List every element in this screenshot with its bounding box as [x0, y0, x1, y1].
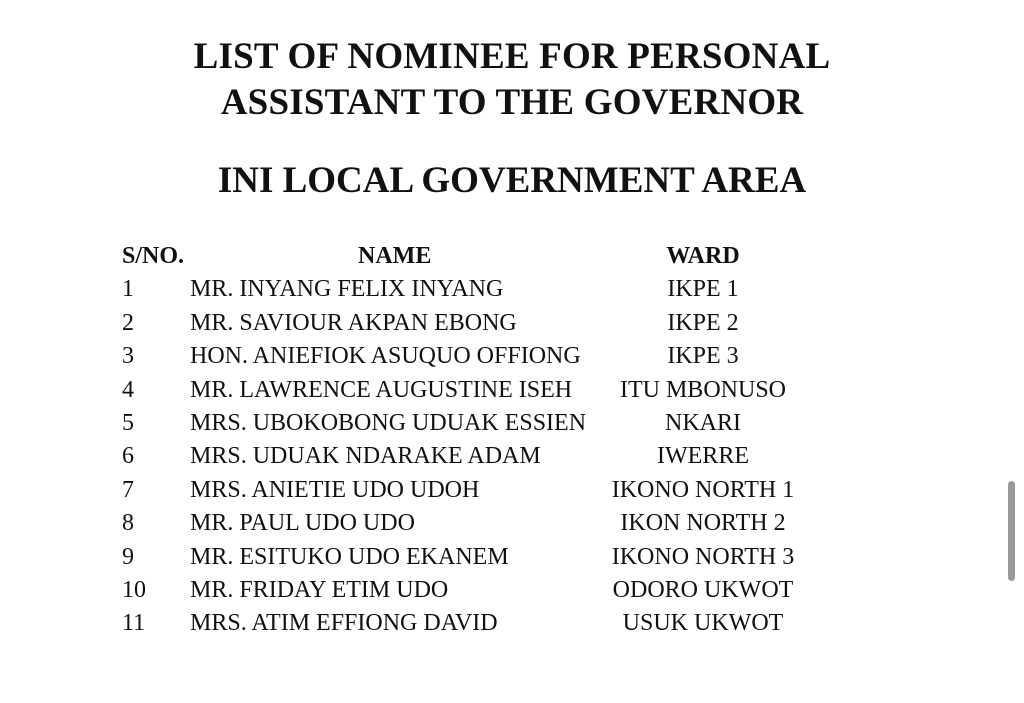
- row-sno: 4: [122, 376, 134, 403]
- header-name-cell: [190, 240, 660, 273]
- document-title: [0, 34, 1024, 126]
- row-name: MRS. UDUAK NDARAKE ADAM: [190, 443, 541, 470]
- row-ward: NKARI: [665, 409, 741, 436]
- row-sno: 6: [122, 443, 134, 470]
- table-row: [0, 507, 1024, 540]
- table-row: [0, 541, 1024, 574]
- row-ward: IKPE 1: [667, 276, 739, 303]
- row-name: MR. INYANG FELIX INYANG: [190, 276, 504, 303]
- header-sno: S/NO.: [122, 243, 185, 269]
- row-name: MR. PAUL UDO UDO: [190, 510, 415, 537]
- document-subtitle: INI LOCAL GOVERNMENT AREA: [217, 160, 807, 201]
- table-row: [0, 440, 1024, 473]
- row-sno: 7: [122, 476, 134, 503]
- row-ward: IKPE 2: [667, 309, 739, 336]
- row-name: MRS. ANIETIE UDO UDOH: [190, 476, 480, 503]
- row-sno: 8: [122, 510, 134, 537]
- row-name: MRS. UBOKOBONG UDUAK ESSIEN: [190, 409, 587, 436]
- table-row: [0, 574, 1024, 607]
- title-line-1: LIST OF NOMINEE FOR PERSONAL: [193, 36, 831, 77]
- row-ward: IKONO NORTH 3: [611, 543, 795, 570]
- table-row: [0, 340, 1024, 373]
- table-row: [0, 374, 1024, 407]
- row-sno: 3: [122, 343, 134, 370]
- row-ward: IKONO NORTH 1: [611, 476, 795, 503]
- title-line-2: ASSISTANT TO THE GOVERNOR: [220, 82, 804, 123]
- row-name: MR. FRIDAY ETIM UDO: [190, 576, 449, 603]
- row-sno: 5: [122, 409, 134, 436]
- row-sno: 2: [122, 309, 134, 336]
- table-row: [0, 407, 1024, 440]
- row-ward: IWERRE: [657, 443, 749, 470]
- row-sno: 10: [122, 576, 146, 603]
- row-ward: ODORO UKWOT: [612, 576, 794, 603]
- table-row: [0, 607, 1024, 640]
- row-ward: IKON NORTH 2: [620, 510, 786, 537]
- row-name: MR. LAWRENCE AUGUSTINE ISEH: [190, 376, 573, 403]
- table-row: [0, 273, 1024, 306]
- table-header-row: [0, 240, 1024, 273]
- row-name: MR. ESITUKO UDO EKANEM: [190, 543, 509, 570]
- row-ward: USUK UKWOT: [622, 610, 784, 637]
- row-ward: IKPE 3: [667, 343, 739, 370]
- row-ward: ITU MBONUSO: [619, 376, 786, 403]
- header-ward: WARD: [666, 243, 740, 269]
- row-name: HON. ANIEFIOK ASUQUO OFFIONG: [190, 343, 581, 370]
- row-name: MR. SAVIOUR AKPAN EBONG: [190, 309, 517, 336]
- row-sno: 1: [122, 276, 134, 303]
- table-row: [0, 474, 1024, 507]
- vertical-scrollbar[interactable]: [1008, 481, 1015, 581]
- header-name: NAME: [358, 243, 432, 269]
- row-sno: 9: [122, 543, 134, 570]
- row-sno: 11: [122, 610, 146, 637]
- nominee-table: [0, 240, 1024, 641]
- table-row: [0, 307, 1024, 340]
- row-name: MRS. ATIM EFFIONG DAVID: [190, 610, 498, 637]
